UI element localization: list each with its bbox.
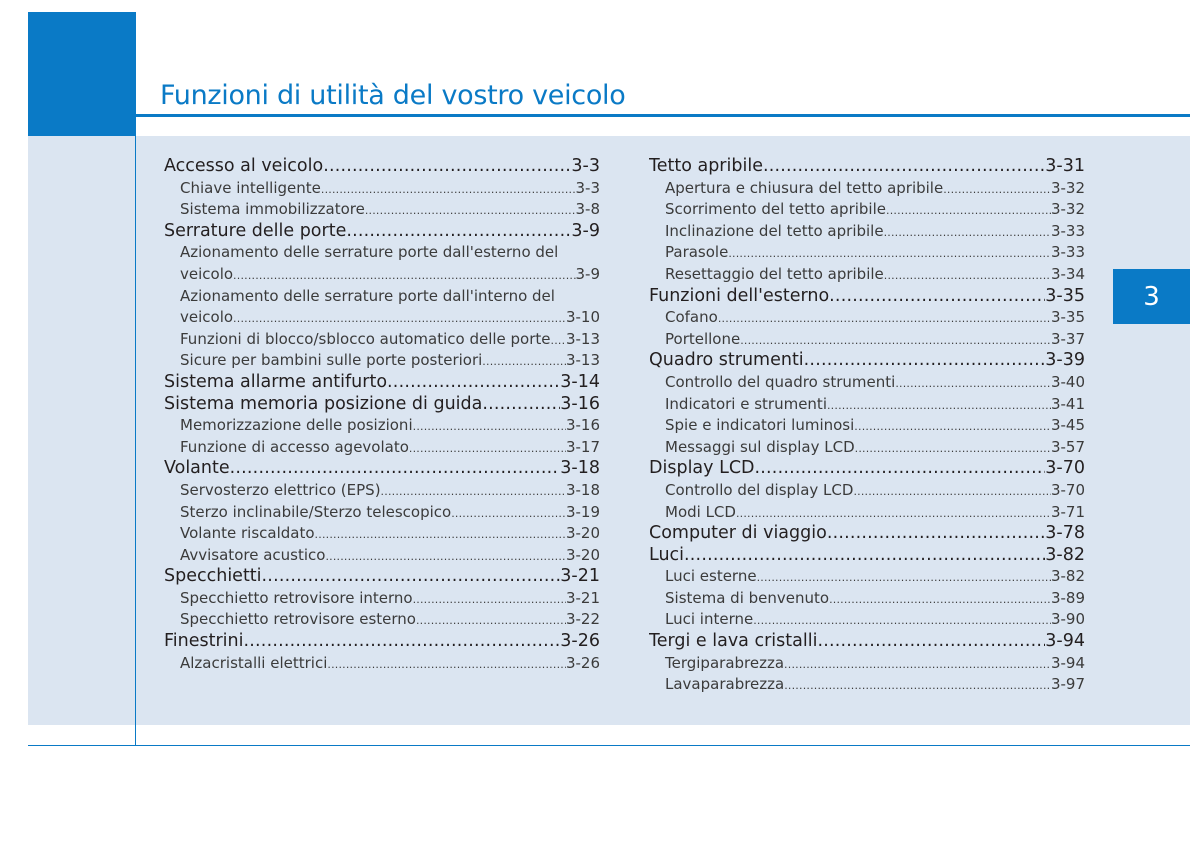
- toc-dot-leader: [718, 307, 1051, 329]
- toc-page-number: 3-35: [1045, 285, 1085, 306]
- toc-subsection-entry[interactable]: [164, 286, 600, 308]
- toc-page-number: 3-3: [571, 156, 600, 176]
- toc-subsection-entry[interactable]: [649, 588, 1085, 610]
- toc-entry-label: Quadro strumenti: [649, 350, 804, 371]
- toc-page-number: 3-21: [560, 566, 600, 587]
- toc-entry-label: Parasole: [665, 243, 729, 262]
- toc-entry-label: Luci: [649, 544, 685, 565]
- toc-dot-leader: [416, 609, 566, 631]
- toc-section-entry[interactable]: [164, 566, 600, 588]
- toc-dot-leader: [784, 653, 1051, 675]
- toc-subsection-entry[interactable]: [164, 264, 600, 286]
- toc-subsection-entry[interactable]: [164, 415, 600, 437]
- toc-dot-leader: [886, 199, 1051, 221]
- toc-entry-label: Alzacristalli elettrici: [180, 653, 328, 672]
- toc-page-number: 3-32: [1050, 178, 1085, 197]
- toc-entry-label: Sterzo inclinabile/Sterzo telescopico: [180, 502, 452, 521]
- toc-entry-label: Volante riscaldato: [180, 524, 315, 543]
- toc-dot-leader: [895, 372, 1051, 394]
- toc-dot-leader: [827, 394, 1051, 416]
- toc-page-number: 3-20: [565, 524, 600, 543]
- toc-page-number: 3-45: [1050, 416, 1085, 435]
- toc-dot-leader: [740, 329, 1051, 351]
- toc-entry-label: Finestrini: [164, 631, 244, 652]
- toc-dot-leader: [736, 502, 1051, 524]
- toc-dot-leader: [482, 394, 560, 416]
- toc-page-number: 3-26: [560, 631, 600, 652]
- toc-entry-label: Funzioni dell'esterno: [649, 285, 830, 306]
- toc-section-entry[interactable]: [164, 156, 600, 178]
- toc-section-entry[interactable]: [649, 286, 1085, 308]
- toc-entry-label: Scorrimento del tetto apribile: [665, 200, 886, 219]
- toc-page-number: 3-71: [1050, 502, 1085, 521]
- toc-entry-label: Messaggi sul display LCD: [665, 437, 855, 456]
- toc-page-number: 3-89: [1050, 588, 1085, 607]
- toc-entry-label: Serrature delle porte: [164, 220, 347, 241]
- toc-entry-label: Portellone: [665, 329, 741, 348]
- toc-entry-label: Spie e indicatori luminosi: [665, 416, 855, 435]
- toc-subsection-entry[interactable]: [649, 264, 1085, 286]
- toc-subsection-entry[interactable]: [649, 480, 1085, 502]
- toc-entry-label: Azionamento delle serrature porte dall'interno del: [180, 286, 555, 305]
- toc-dot-leader: [884, 221, 1051, 243]
- toc-page-number: 3-26: [565, 653, 600, 672]
- toc-page-number: 3-22: [565, 610, 600, 629]
- toc-page-number: 3-35: [1050, 308, 1085, 327]
- toc-page-number: 3-32: [1050, 200, 1085, 219]
- toc-dot-leader: [551, 329, 566, 351]
- toc-page-number: 3-37: [1050, 329, 1085, 348]
- toc-subsection-entry[interactable]: [649, 653, 1085, 675]
- toc-subsection-entry[interactable]: [649, 674, 1085, 696]
- toc-dot-leader: [327, 653, 566, 675]
- toc-subsection-entry[interactable]: [649, 394, 1085, 416]
- toc-page-number: 3-3: [575, 178, 600, 197]
- toc-section-entry[interactable]: [164, 221, 600, 243]
- toc-page-number: 3-10: [565, 308, 600, 327]
- toc-dot-leader: [784, 674, 1051, 696]
- toc-subsection-entry[interactable]: [164, 178, 600, 200]
- toc-subsection-entry[interactable]: [649, 502, 1085, 524]
- chapter-tab[interactable]: 3: [1113, 269, 1190, 324]
- toc-dot-leader: [409, 437, 566, 459]
- toc-entry-label: Memorizzazione delle posizioni: [180, 416, 413, 435]
- toc-entry-label: Cofano: [665, 308, 718, 327]
- toc-dot-leader: [943, 178, 1051, 200]
- toc-entry-label: Sistema memoria posizione di guida: [164, 393, 483, 414]
- toc-entry-label: Chiave intelligente: [180, 178, 321, 197]
- left-margin-rule: [135, 136, 136, 746]
- toc-dot-leader: [381, 480, 566, 502]
- toc-entry-label: Luci interne: [665, 610, 754, 629]
- toc-subsection-entry[interactable]: [649, 437, 1085, 459]
- toc-dot-leader: [829, 286, 1045, 308]
- toc-page-number: 3-16: [560, 393, 600, 414]
- toc-entry-label: Specchietto retrovisore interno: [180, 588, 413, 607]
- toc-entry-label: Tergiparabrezza: [665, 653, 785, 672]
- toc-section-entry[interactable]: [649, 545, 1085, 567]
- toc-subsection-entry[interactable]: [164, 502, 600, 524]
- toc-dot-leader: [365, 199, 576, 221]
- toc-page-number: 3-14: [560, 371, 600, 392]
- toc-subsection-entry[interactable]: [649, 609, 1085, 631]
- toc-entry-label: Computer di viaggio: [649, 523, 827, 544]
- toc-page-number: 3-13: [565, 329, 600, 348]
- toc-dot-leader: [451, 502, 566, 524]
- toc-page-number: 3-82: [1050, 567, 1085, 586]
- bottom-rule: [28, 745, 1190, 746]
- toc-dot-leader: [315, 523, 566, 545]
- toc-dot-leader: [763, 156, 1045, 178]
- toc-subsection-entry[interactable]: [649, 242, 1085, 264]
- toc-section-entry[interactable]: [164, 372, 600, 394]
- toc-subsection-entry[interactable]: [164, 545, 600, 567]
- toc-entry-label: Volante: [164, 458, 230, 479]
- toc-dot-leader: [321, 178, 576, 200]
- toc-entry-label: Resettaggio del tetto apribile: [665, 264, 884, 283]
- toc-subsection-entry[interactable]: [649, 566, 1085, 588]
- toc-dot-leader: [753, 609, 1051, 631]
- toc-page-number: 3-8: [575, 200, 600, 219]
- toc-dot-leader: [827, 523, 1045, 545]
- toc-page-number: 3-82: [1045, 544, 1085, 565]
- toc-subsection-entry[interactable]: [164, 307, 600, 329]
- toc-subsection-entry[interactable]: [649, 199, 1085, 221]
- toc-dot-leader: [262, 566, 561, 588]
- toc-page-number: 3-13: [565, 351, 600, 370]
- toc-subsection-entry[interactable]: [649, 415, 1085, 437]
- toc-page-number: 3-70: [1050, 480, 1085, 499]
- toc-section-entry[interactable]: [164, 394, 600, 416]
- toc-dot-leader: [323, 156, 571, 178]
- toc-subsection-entry[interactable]: [649, 221, 1085, 243]
- toc-dot-leader: [757, 566, 1051, 588]
- toc-entry-label: Azionamento delle serrature porte dall'esterno del: [180, 243, 559, 262]
- toc-column-right: [649, 156, 1085, 696]
- toc-section-entry[interactable]: [649, 458, 1085, 480]
- toc-dot-leader: [728, 242, 1051, 264]
- toc-dot-leader: [244, 631, 561, 653]
- toc-dot-leader: [413, 415, 566, 437]
- title-underline: [136, 114, 1190, 117]
- toc-subsection-entry[interactable]: [164, 437, 600, 459]
- toc-page-number: 3-94: [1050, 653, 1085, 672]
- toc-page-number: 3-90: [1050, 610, 1085, 629]
- toc-page-number: 3-9: [571, 220, 600, 241]
- toc-section-entry[interactable]: [649, 350, 1085, 372]
- toc-entry-label: Servosterzo elettrico (EPS): [180, 480, 381, 499]
- toc-entry-label: Sistema immobilizzatore: [180, 200, 365, 219]
- toc-subsection-entry[interactable]: [164, 350, 600, 372]
- toc-page-number: 3-34: [1050, 264, 1085, 283]
- toc-dot-leader: [387, 372, 560, 394]
- toc-entry-label: Accesso al veicolo: [164, 156, 324, 176]
- toc-entry-label: Tergi e lava cristalli: [649, 631, 818, 652]
- toc-dot-leader: [854, 415, 1051, 437]
- toc-dot-leader: [233, 307, 566, 329]
- toc-entry-label: Modi LCD: [665, 502, 736, 521]
- toc-page-number: 3-40: [1050, 372, 1085, 391]
- toc-entry-label: Inclinazione del tetto apribile: [665, 221, 884, 240]
- toc-section-entry[interactable]: [164, 458, 600, 480]
- toc-dot-leader: [346, 221, 571, 243]
- toc-subsection-entry[interactable]: [649, 372, 1085, 394]
- toc-entry-label: Sicure per bambini sulle porte posteriori: [180, 351, 483, 370]
- toc-dot-leader: [325, 545, 566, 567]
- toc-dot-leader: [855, 437, 1051, 459]
- toc-section-entry[interactable]: [164, 631, 600, 653]
- toc-entry-label: Luci esterne: [665, 567, 757, 586]
- toc-entry-label: Tetto apribile: [649, 156, 763, 176]
- toc-entry-label: veicolo: [180, 264, 234, 283]
- toc-dot-leader: [853, 480, 1051, 502]
- toc-dot-leader: [233, 264, 575, 286]
- toc-page-number: 3-18: [560, 458, 600, 479]
- toc-entry-label: Controllo del quadro strumenti: [665, 372, 896, 391]
- toc-dot-leader: [230, 458, 561, 480]
- toc-dot-leader: [755, 458, 1046, 480]
- toc-page-number: 3-31: [1045, 156, 1085, 176]
- toc-page-number: 3-21: [565, 588, 600, 607]
- toc-page-number: 3-41: [1050, 394, 1085, 413]
- toc-page-number: 3-57: [1050, 437, 1085, 456]
- toc-entry-label: Lavaparabrezza: [665, 675, 785, 694]
- toc-page-number: 3-70: [1045, 458, 1085, 479]
- toc-subsection-entry[interactable]: [164, 609, 600, 631]
- toc-page-number: 3-17: [565, 437, 600, 456]
- toc-page-number: 3-94: [1045, 631, 1085, 652]
- toc-subsection-entry[interactable]: [164, 242, 600, 264]
- toc-entry-label: Apertura e chiusura del tetto apribile: [665, 178, 944, 197]
- toc-subsection-entry[interactable]: [649, 329, 1085, 351]
- toc-page-number: 3-97: [1050, 675, 1085, 694]
- toc-entry-label: Indicatori e strumenti: [665, 394, 827, 413]
- toc-page-number: 3-9: [575, 264, 600, 283]
- toc-entry-label: Specchietti: [164, 566, 262, 587]
- toc-page-number: 3-33: [1050, 243, 1085, 262]
- toc-subsection-entry[interactable]: [649, 307, 1085, 329]
- toc-page-number: 3-16: [565, 416, 600, 435]
- toc-entry-label: Sistema di benvenuto: [665, 588, 830, 607]
- toc-dot-leader: [884, 264, 1051, 286]
- toc-section-entry[interactable]: [649, 523, 1085, 545]
- toc-subsection-entry[interactable]: [164, 329, 600, 351]
- toc-dot-leader: [413, 588, 566, 610]
- toc-dot-leader: [829, 588, 1051, 610]
- toc-entry-label: Display LCD: [649, 458, 755, 479]
- toc-page-number: 3-18: [565, 480, 600, 499]
- toc-entry-label: Controllo del display LCD: [665, 480, 854, 499]
- toc-entry-label: veicolo: [180, 308, 234, 327]
- toc-dot-leader: [684, 545, 1045, 567]
- header-color-block: [28, 12, 136, 136]
- toc-subsection-entry[interactable]: [164, 199, 600, 221]
- toc-section-entry[interactable]: [649, 631, 1085, 653]
- toc-dot-leader: [482, 350, 566, 372]
- toc-page-number: 3-19: [565, 502, 600, 521]
- toc-subsection-entry[interactable]: [649, 178, 1085, 200]
- toc-section-entry[interactable]: [649, 156, 1085, 178]
- toc-entry-label: Funzione di accesso agevolato: [180, 437, 409, 456]
- toc-subsection-entry[interactable]: [164, 653, 600, 675]
- toc-entry-label: Specchietto retrovisore esterno: [180, 610, 416, 629]
- toc-entry-label: Funzioni di blocco/sblocco automatico delle porte: [180, 329, 551, 348]
- toc-entry-label: Sistema allarme antifurto: [164, 371, 388, 392]
- toc-subsection-entry[interactable]: [164, 523, 600, 545]
- toc-subsection-entry[interactable]: [164, 480, 600, 502]
- toc-dot-leader: [817, 631, 1045, 653]
- page-title: Funzioni di utilità del vostro veicolo: [160, 80, 626, 111]
- toc-page-number: 3-78: [1045, 523, 1085, 544]
- toc-subsection-entry[interactable]: [164, 588, 600, 610]
- toc-entry-label: Avvisatore acustico: [180, 545, 326, 564]
- toc-page-number: 3-20: [565, 545, 600, 564]
- toc-column-left: [164, 156, 600, 674]
- toc-dot-leader: [804, 350, 1046, 372]
- toc-page-number: 3-33: [1050, 221, 1085, 240]
- toc-page-number: 3-39: [1045, 350, 1085, 371]
